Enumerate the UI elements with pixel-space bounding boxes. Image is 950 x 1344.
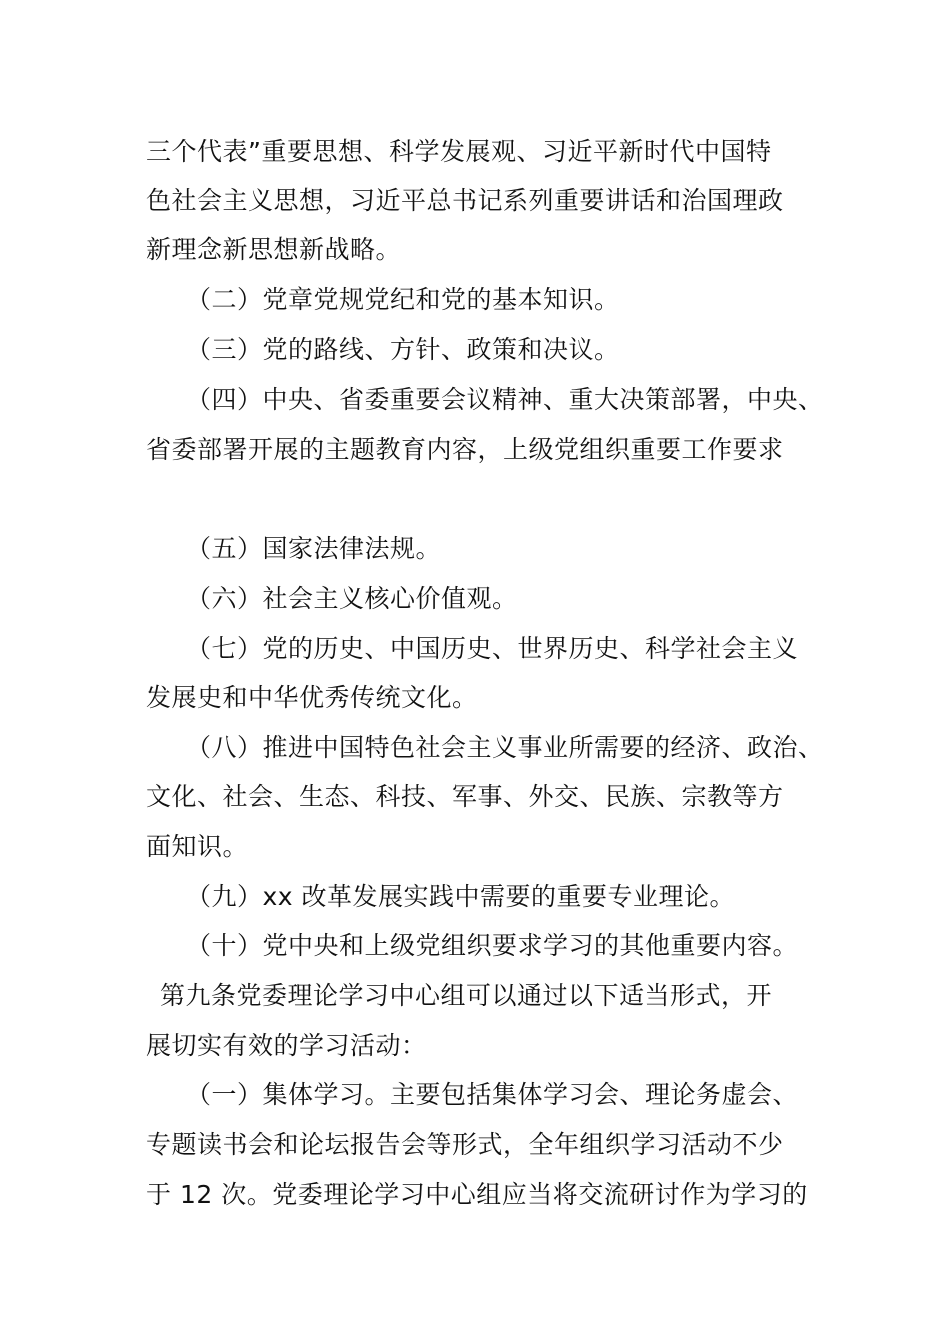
text-line: （八）推进中国特色社会主义事业所需要的经济、政治、 bbox=[186, 733, 824, 762]
text-line: 发展史和中华优秀传统文化。 bbox=[146, 683, 478, 712]
text-line: 于 12 次。党委理论学习中心组应当将交流研讨作为学习的 bbox=[146, 1180, 808, 1209]
text-line: 展切实有效的学习活动： bbox=[146, 1031, 427, 1060]
text-line: 面知识。 bbox=[146, 832, 249, 861]
text-line: （九）xx 改革发展实践中需要的重要专业理论。 bbox=[186, 882, 736, 911]
text-line: 第九条党委理论学习中心组可以通过以下适当形式，开 bbox=[160, 981, 773, 1010]
text-line: （十）党中央和上级党组织要求学习的其他重要内容。 bbox=[186, 931, 799, 960]
text-line: 新理念新思想新战略。 bbox=[146, 235, 402, 264]
text-line: 三个代表”重要思想、科学发展观、习近平新时代中国特 bbox=[146, 137, 772, 166]
text-line: 色社会主义思想，习近平总书记系列重要讲话和治国理政 bbox=[146, 186, 784, 215]
text-line: （七）党的历史、中国历史、世界历史、科学社会主义 bbox=[186, 634, 799, 663]
text-line: 文化、社会、生态、科技、军事、外交、民族、宗教等方 bbox=[146, 782, 784, 811]
text-line: （二）党章党规党纪和党的基本知识。 bbox=[186, 285, 620, 314]
text-line: （一）集体学习。主要包括集体学习会、理论务虚会、 bbox=[186, 1080, 799, 1109]
text-line: 专题读书会和论坛报告会等形式，全年组织学习活动不少 bbox=[146, 1130, 784, 1159]
text-line: （五）国家法律法规。 bbox=[186, 534, 442, 563]
text-line: （四）中央、省委重要会议精神、重大决策部署，中央、 bbox=[186, 385, 824, 414]
text-line: （六）社会主义核心价值观。 bbox=[186, 584, 518, 613]
text-line: （三）党的路线、方针、政策和决议。 bbox=[186, 335, 620, 364]
text-line: 省委部署开展的主题教育内容，上级党组织重要工作要求 bbox=[146, 435, 784, 464]
